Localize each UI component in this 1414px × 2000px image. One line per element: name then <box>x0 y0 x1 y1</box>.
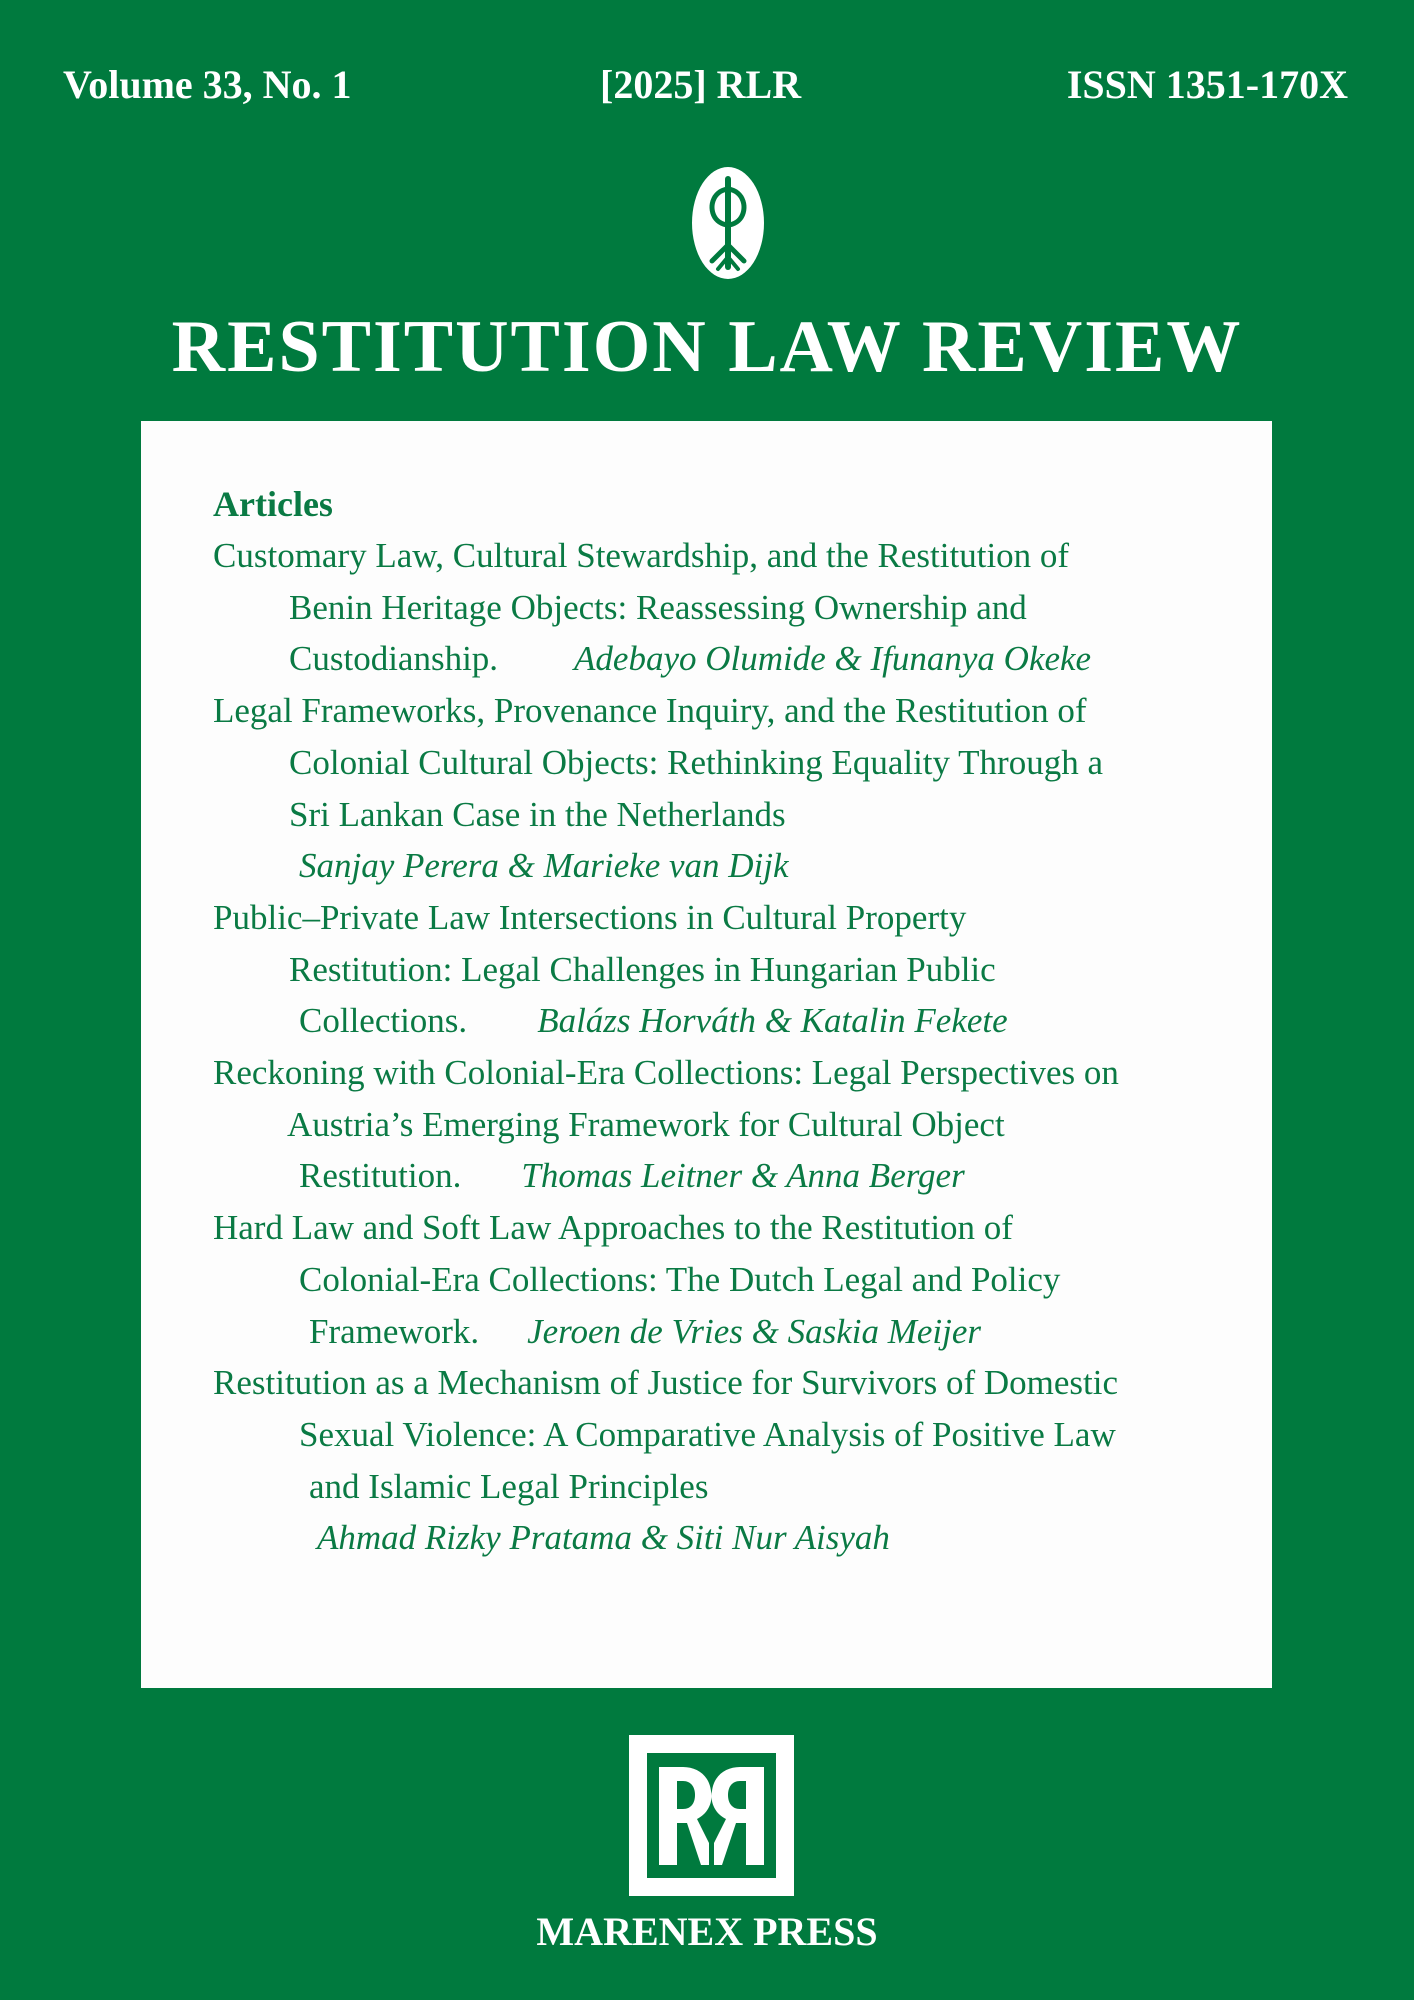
article-title-end: Framework. <box>309 1311 480 1351</box>
section-heading: Articles <box>213 484 333 524</box>
publisher-name: MARENEX PRESS <box>536 1909 878 1954</box>
article-authors: Jeroen de Vries & Saskia Meijer <box>527 1311 981 1351</box>
article-title-line: Sri Lankan Case in the Netherlands <box>289 794 786 834</box>
article-authors: Adebayo Olumide & Ifunanya Okeke <box>574 639 1092 679</box>
article-entry <box>213 685 1233 892</box>
article-title-line: Restitution as a Mechanism of Justice for Survivors of Domestic <box>213 1363 1118 1403</box>
article-title-line: Colonial-Era Collections: The Dutch Legal and Policy <box>299 1259 1061 1299</box>
article-title-line: Public–Private Law Intersections in Cultural Property <box>213 897 967 937</box>
table-of-contents <box>213 478 1233 1564</box>
volume-issue: Volume 33, No. 1 <box>63 62 352 107</box>
article-entry <box>213 1047 1233 1202</box>
issn-number: ISSN 1351-170X <box>1066 62 1348 107</box>
article-authors: Balázs Horváth & Katalin Fekete <box>537 1001 1008 1041</box>
article-entry <box>213 892 1233 1047</box>
article-title-line: Benin Heritage Objects: Reassessing Ownership and <box>289 587 1027 627</box>
article-authors: Thomas Leitner & Anna Berger <box>521 1156 965 1196</box>
article-entry <box>213 530 1233 685</box>
article-title-line: and Islamic Legal Principles <box>309 1466 709 1506</box>
article-authors: Sanjay Perera & Marieke van Dijk <box>299 846 789 886</box>
article-title-line <box>213 1150 1233 1202</box>
article-entry <box>213 1202 1233 1357</box>
article-title-line <box>213 995 1233 1047</box>
article-title-end: Collections. <box>299 1001 468 1041</box>
article-title-line: Restitution: Legal Challenges in Hungarian Public <box>289 949 996 989</box>
article-title-end: Restitution. <box>299 1156 462 1196</box>
article-title-line <box>213 1306 1233 1358</box>
article-authors: Ahmad Rizky Pratama & Siti Nur Aisyah <box>317 1518 890 1558</box>
article-entry <box>213 1357 1233 1564</box>
article-title-line: Colonial Cultural Objects: Rethinking Equality Through a <box>289 742 1103 782</box>
article-title-line: Hard Law and Soft Law Approaches to the Restitution of <box>213 1208 1013 1248</box>
journal-title: RESTITUTION LAW REVIEW <box>171 306 1243 388</box>
article-title-line: Reckoning with Colonial-Era Collections: Legal Perspectives on <box>213 1053 1119 1093</box>
citation-year: [2025] RLR <box>600 62 802 107</box>
article-title-line: Customary Law, Cultural Stewardship, and the Restitution of <box>213 536 1070 575</box>
article-title-line: Sexual Violence: A Comparative Analysis of Positive Law <box>299 1414 1116 1454</box>
contents-panel <box>141 421 1272 1688</box>
article-title-end: Custodianship. <box>289 639 499 679</box>
rr-monogram-logo-icon <box>629 1735 794 1896</box>
article-title-line: Austria’s Emerging Framework for Cultural Object <box>287 1104 1005 1144</box>
article-title-line <box>213 633 1233 685</box>
journal-emblem-icon <box>690 165 766 281</box>
article-title-line: Legal Frameworks, Provenance Inquiry, and the Restitution of <box>213 691 1087 731</box>
